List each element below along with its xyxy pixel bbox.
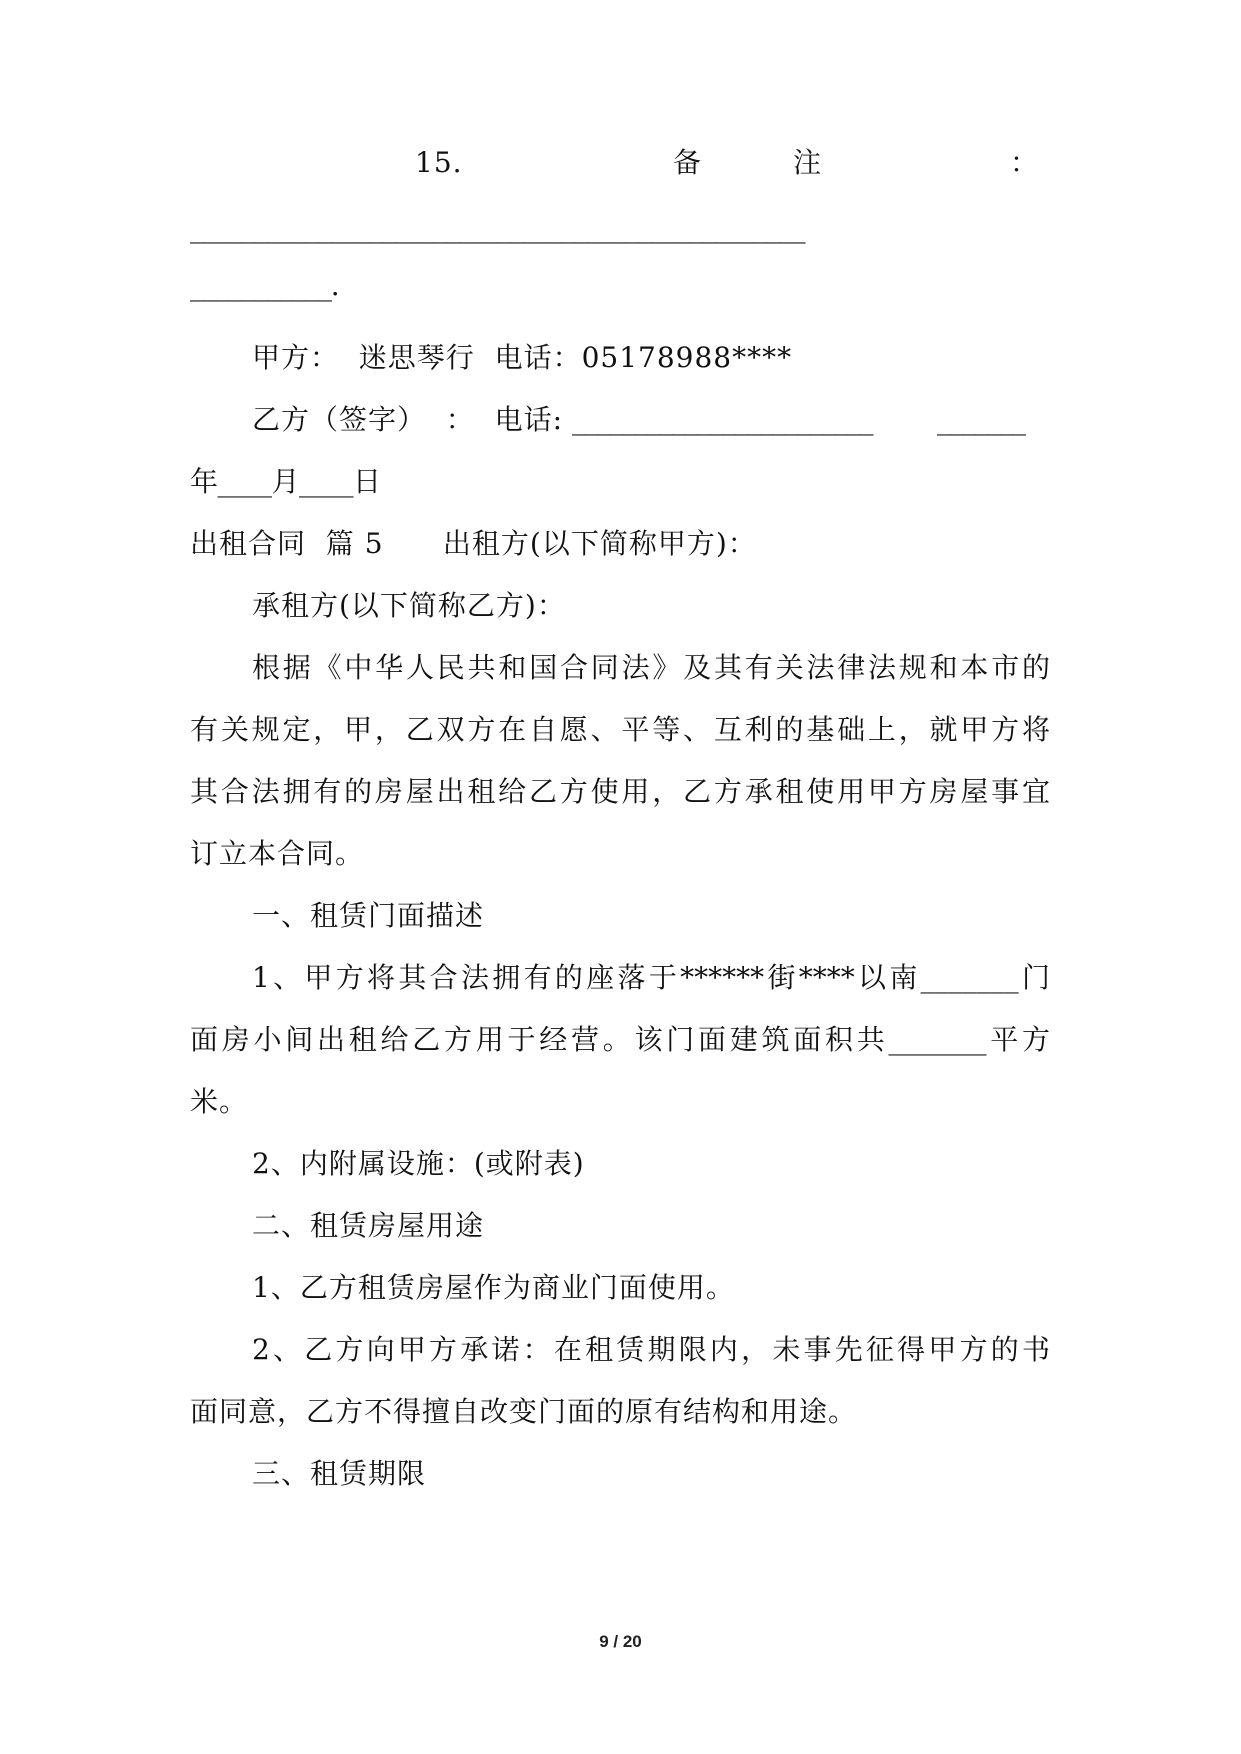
date-line: 年____月____日 xyxy=(190,465,381,498)
section-3-title: 三、租赁期限 xyxy=(252,1457,427,1490)
remarks-number: 15. xyxy=(415,146,463,179)
section-1-title: 一、租赁门面描述 xyxy=(252,899,485,932)
item-1-1-line-2: 面房小间出租给乙方用于经营。该门面建筑面积共_______平方 xyxy=(190,1023,1050,1056)
party-b-line xyxy=(252,400,1050,440)
lessee-line: 承租方(以下简称乙方)： xyxy=(252,589,566,622)
item-2-2-line-2: 面同意，乙方不得擅自改变门面的原有结构和用途。 xyxy=(190,1395,858,1428)
item-2-1: 1、乙方租赁房屋作为商业门面使用。 xyxy=(252,1271,735,1304)
remarks-underline-long: ________________________________________________ xyxy=(190,211,805,244)
para1-line-4: 订立本合同。 xyxy=(190,837,365,870)
item-1-1-line-3: 米。 xyxy=(190,1085,249,1118)
party-b-phone-underline: ________________________ xyxy=(572,403,872,436)
remarks-heading xyxy=(190,143,1050,183)
remarks-char-2: 注 xyxy=(793,146,823,179)
page-number: 9 / 20 xyxy=(599,1632,642,1651)
section-2-title: 二、租赁房屋用途 xyxy=(252,1209,485,1242)
item-1-1-line-1: 1、甲方将其合法拥有的座落于******街****以南_______门 xyxy=(252,961,1050,994)
para1-line-2: 有关规定，甲，乙双方在自愿、平等、互利的基础上，就甲方将 xyxy=(190,713,1050,746)
party-a-line: 甲方： 迷思琴行 电话：05178988**** xyxy=(252,341,793,374)
remarks-colon: ： xyxy=(1010,146,1040,179)
remarks-char-1: 备 xyxy=(673,146,703,179)
party-b-date-underline: _______ xyxy=(937,403,1025,436)
para1-line-3: 其合法拥有的房屋出租给乙方使用，乙方承租使用甲方房屋事宜 xyxy=(190,775,1050,808)
item-2-2-line-1: 2、乙方向甲方承诺：在租赁期限内，未事先征得甲方的书 xyxy=(252,1333,1050,1366)
remarks-underline-short: ___________. xyxy=(190,269,339,302)
item-1-2: 2、内附属设施：(或附表) xyxy=(252,1147,585,1180)
party-b-label: 乙方（签字） ： 电话: xyxy=(252,403,564,436)
contract-heading: 出租合同 篇 5 出租方(以下简称甲方)： xyxy=(190,527,757,560)
para1-line-1: 根据《中华人民共和国合同法》及其有关法律法规和本市的 xyxy=(252,651,1050,684)
